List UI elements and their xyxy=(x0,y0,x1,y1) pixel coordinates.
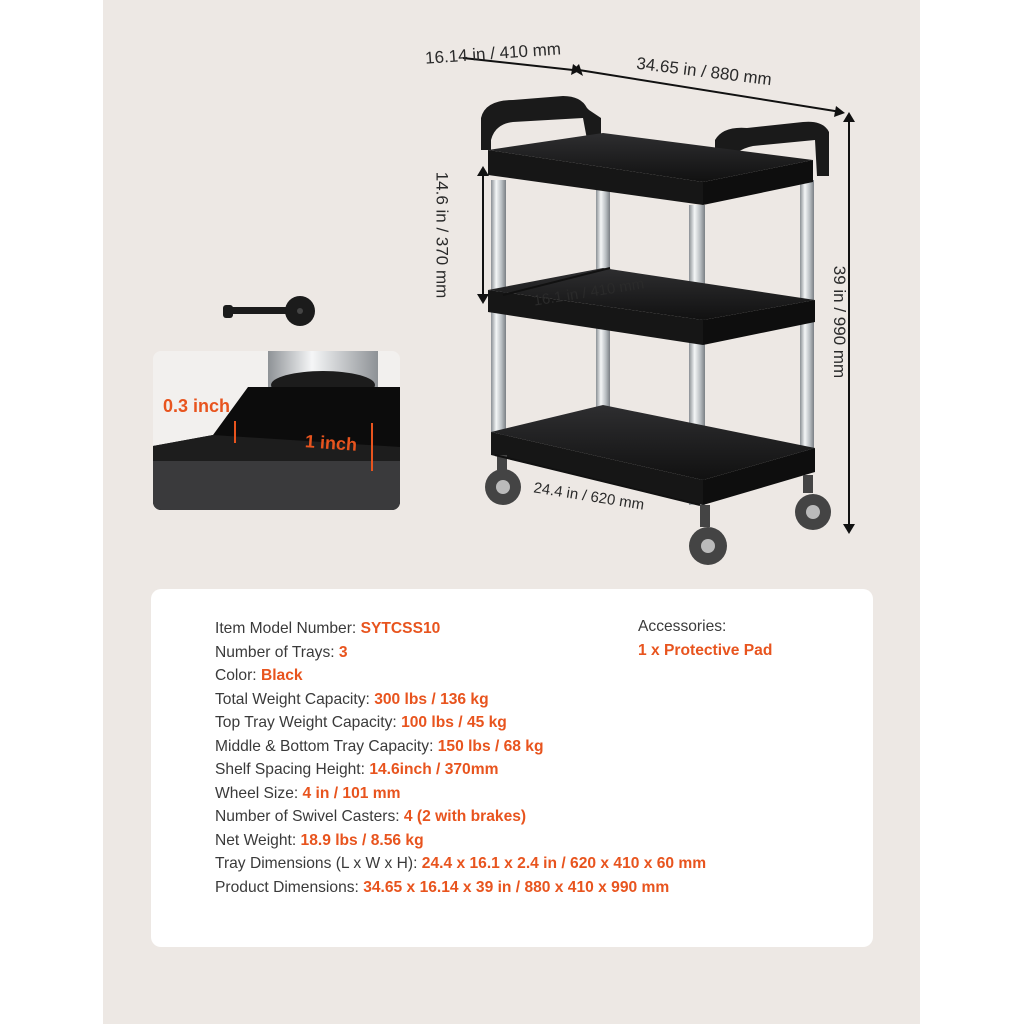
spec-row xyxy=(215,876,706,900)
spec-value: Black xyxy=(260,667,303,684)
spec-label: Total Weight Capacity: xyxy=(215,690,375,708)
height-dimension-label: 39 in / 990 mm xyxy=(830,265,850,379)
spec-label: Tray Dimensions (L x W x H): xyxy=(215,855,422,872)
accessories-title: Accessories: xyxy=(638,618,727,635)
specifications-card xyxy=(151,589,873,947)
accessory-item: 1 x Protective Pad xyxy=(638,642,773,659)
spec-value: 18.9 lbs / 8.56 kg xyxy=(300,831,424,849)
spec-label: Top Tray Weight Capacity: xyxy=(215,714,402,731)
spec-value: SYTCSS10 xyxy=(360,620,441,637)
spec-row xyxy=(215,782,706,806)
tray-width-dimension-label: 16.1 in / 410 mm xyxy=(532,275,646,310)
spec-value: 3 xyxy=(338,643,348,661)
spec-label: Item Model Number: xyxy=(215,620,361,637)
spec-label: Color: xyxy=(215,667,261,684)
spec-row xyxy=(215,805,706,829)
depth-dimension-label: 16.14 in / 410 mm xyxy=(424,39,562,68)
spec-row xyxy=(215,829,706,853)
spec-label: Product Dimensions: xyxy=(215,878,364,896)
spec-value: 14.6inch / 370mm xyxy=(369,761,499,778)
length-dimension-label: 34.65 in / 880 mm xyxy=(635,53,773,90)
spec-label: Number of Trays: xyxy=(215,643,339,661)
spec-value: 4 (2 with brakes) xyxy=(403,808,527,825)
spec-row xyxy=(215,758,706,782)
spec-label: Middle & Bottom Tray Capacity: xyxy=(215,737,438,755)
accessories-section xyxy=(638,615,772,663)
spec-value: 150 lbs / 68 kg xyxy=(437,737,544,755)
spec-value: 34.65 x 16.14 x 39 in / 880 x 410 x 990 mm xyxy=(363,878,670,896)
tray-depth-label: 1 inch xyxy=(304,431,358,455)
spec-list xyxy=(215,617,706,899)
lip-height-label: 0.3 inch xyxy=(163,396,231,416)
spec-value: 24.4 x 16.1 x 2.4 in / 620 x 410 x 60 mm xyxy=(421,855,707,872)
spec-row xyxy=(215,735,706,759)
tray-lip-detail-inset xyxy=(153,351,400,510)
spec-label: Shelf Spacing Height: xyxy=(215,761,370,778)
spec-value: 300 lbs / 136 kg xyxy=(374,690,489,708)
spec-value: 4 in / 101 mm xyxy=(302,784,401,802)
spec-row xyxy=(215,688,706,712)
tray-length-dimension-label: 24.4 in / 620 mm xyxy=(532,479,646,514)
protective-pad-icon xyxy=(223,296,315,326)
spec-row xyxy=(215,641,706,665)
spec-label: Net Weight: xyxy=(215,831,301,849)
spec-label: Number of Swivel Casters: xyxy=(215,808,404,825)
product-sheet xyxy=(103,0,920,1024)
spec-row xyxy=(215,664,706,688)
spec-row xyxy=(215,852,706,876)
shelf-spacing-dimension-label: 14.6 in / 370 mm xyxy=(432,171,452,299)
spec-value: 100 lbs / 45 kg xyxy=(401,714,507,731)
spec-label: Wheel Size: xyxy=(215,784,303,802)
spec-row xyxy=(215,617,706,641)
spec-row xyxy=(215,711,706,735)
